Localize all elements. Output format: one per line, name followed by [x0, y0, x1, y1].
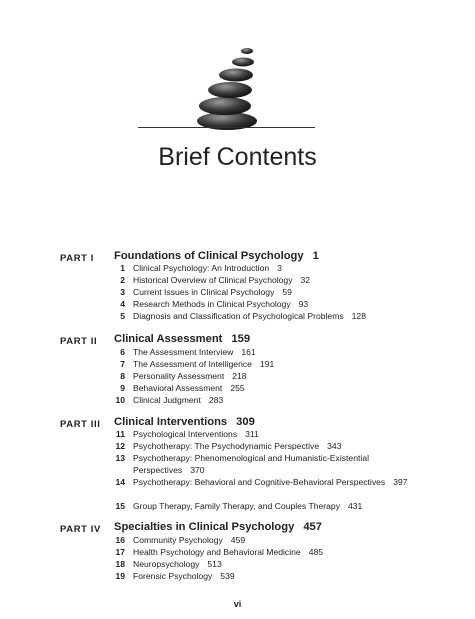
- chapter-page-number: 311: [245, 429, 259, 439]
- chapter-entry[interactable]: [114, 453, 414, 477]
- chapter-entry[interactable]: [114, 383, 414, 395]
- title-rule: [138, 127, 315, 128]
- chapter-title: Historical Overview of Clinical Psychology: [133, 275, 293, 285]
- chapter-page-number: 431: [348, 501, 363, 511]
- chapter-page-number: 191: [259, 359, 275, 369]
- chapter-title: Psychotherapy: The Psychodynamic Perspective: [133, 441, 320, 451]
- chapter-title: Personality Assessment: [133, 371, 225, 381]
- chapter-number: 12: [115, 441, 125, 451]
- chapter-page-number: 218: [232, 371, 247, 381]
- chapter-number: 11: [115, 429, 125, 439]
- chapter-entry[interactable]: [114, 287, 414, 299]
- chapter-page-number: 3: [277, 263, 282, 273]
- chapter-entry[interactable]: [114, 263, 414, 275]
- chapter-title: Psychotherapy: Phenomenological and Humanistic-Existential Perspectives: [133, 453, 369, 475]
- chapter-page-number: 370: [190, 464, 205, 475]
- part-label: PART II: [60, 336, 98, 347]
- part-label: PART I: [60, 253, 95, 264]
- part-page-number: 309: [236, 416, 255, 428]
- chapter-number: 18: [115, 559, 125, 569]
- part-title-text: Foundations of Clinical Psychology: [114, 250, 304, 262]
- chapter-entry[interactable]: [114, 501, 414, 513]
- chapter-number: 19: [115, 571, 125, 581]
- chapter-title: Clinical Judgment: [133, 395, 201, 405]
- chapter-entry[interactable]: [114, 547, 414, 559]
- chapter-page-number: 459: [230, 535, 246, 545]
- chapter-number: 3: [120, 287, 125, 297]
- chapter-page-number: 343: [327, 441, 342, 451]
- chapter-number: 1: [120, 263, 125, 273]
- chapter-page-number: 539: [220, 571, 235, 581]
- chapter-title: The Assessment of Intelligence: [133, 359, 252, 369]
- chapter-number: 8: [120, 371, 125, 381]
- stacked-stones-icon: [183, 40, 273, 130]
- chapter-entry[interactable]: [114, 395, 414, 407]
- chapter-page-number: 128: [351, 311, 366, 321]
- chapter-entry[interactable]: [114, 347, 414, 359]
- chapter-number: 9: [120, 383, 125, 393]
- chapter-entry[interactable]: [114, 535, 414, 547]
- chapter-number: 5: [120, 311, 125, 321]
- chapter-title: Health Psychology and Behavioral Medicine: [133, 547, 301, 557]
- chapter-entry[interactable]: [114, 571, 414, 583]
- chapter-title: Current Issues in Clinical Psychology: [133, 287, 275, 297]
- part-title-text: Clinical Interventions: [114, 416, 228, 428]
- chapter-title: Research Methods in Clinical Psychology: [133, 299, 291, 309]
- chapter-entry[interactable]: [114, 299, 414, 311]
- chapter-title: Psychotherapy: Behavioral and Cognitive-Behavioral Perspectives: [133, 477, 386, 487]
- chapter-entry[interactable]: [114, 441, 414, 453]
- chapter-page-number: 485: [308, 547, 324, 557]
- chapter-entry[interactable]: [114, 429, 414, 441]
- chapter-title: The Assessment Interview: [133, 347, 234, 357]
- chapter-number: 16: [115, 535, 125, 545]
- chapter-title: Diagnosis and Classification of Psychological Problems: [133, 311, 344, 321]
- page-number: vi: [233, 599, 242, 609]
- part-page-number: 1: [312, 250, 319, 262]
- chapter-title: Behavioral Assessment: [133, 383, 223, 393]
- chapter-page-number: 255: [230, 383, 245, 393]
- part-title-text: Specialties in Clinical Psychology: [114, 521, 295, 533]
- chapter-number: 7: [120, 359, 125, 369]
- chapter-title: Neuropsychology: [133, 559, 200, 569]
- chapter-page-number: 397: [393, 477, 408, 487]
- chapter-page-number: 283: [208, 395, 224, 405]
- chapter-entry[interactable]: [114, 311, 414, 323]
- chapter-number: 13: [115, 453, 125, 463]
- chapter-page-number: 513: [207, 559, 222, 569]
- chapter-page-number: 32: [300, 275, 311, 285]
- chapter-number: 17: [115, 547, 125, 557]
- chapter-entry[interactable]: [114, 371, 414, 383]
- chapter-number: 6: [120, 347, 125, 357]
- chapter-title: Community Psychology: [133, 535, 223, 545]
- chapter-number: 15: [115, 501, 125, 511]
- chapter-page-number: 161: [241, 347, 256, 357]
- chapter-title: Clinical Psychology: An Introduction: [133, 263, 270, 273]
- part-title: [114, 416, 255, 428]
- part-page-number: 457: [303, 521, 322, 533]
- chapter-entry[interactable]: [114, 477, 414, 489]
- part-title-text: Clinical Assessment: [114, 333, 223, 345]
- part-title: [114, 250, 319, 262]
- chapter-entry[interactable]: [114, 359, 414, 371]
- chapter-page-number: 59: [282, 287, 292, 297]
- chapter-number: 4: [120, 299, 125, 309]
- part-title: [114, 521, 322, 533]
- part-title: [114, 333, 250, 345]
- chapter-number: 10: [115, 395, 125, 405]
- chapter-number: 14: [115, 477, 125, 487]
- chapter-number: 2: [120, 275, 125, 285]
- page-title: Brief Contents: [158, 143, 317, 171]
- chapter-title: Psychological Interventions: [133, 429, 238, 439]
- chapter-page-number: 93: [298, 299, 309, 309]
- chapter-title: Group Therapy, Family Therapy, and Couples Therapy: [133, 501, 340, 511]
- part-label: PART IV: [60, 524, 101, 535]
- chapter-entry[interactable]: [114, 275, 414, 287]
- chapter-entry[interactable]: [114, 559, 414, 571]
- part-page-number: 159: [231, 333, 251, 345]
- chapter-title: Forensic Psychology: [133, 571, 213, 581]
- part-label: PART III: [60, 419, 101, 430]
